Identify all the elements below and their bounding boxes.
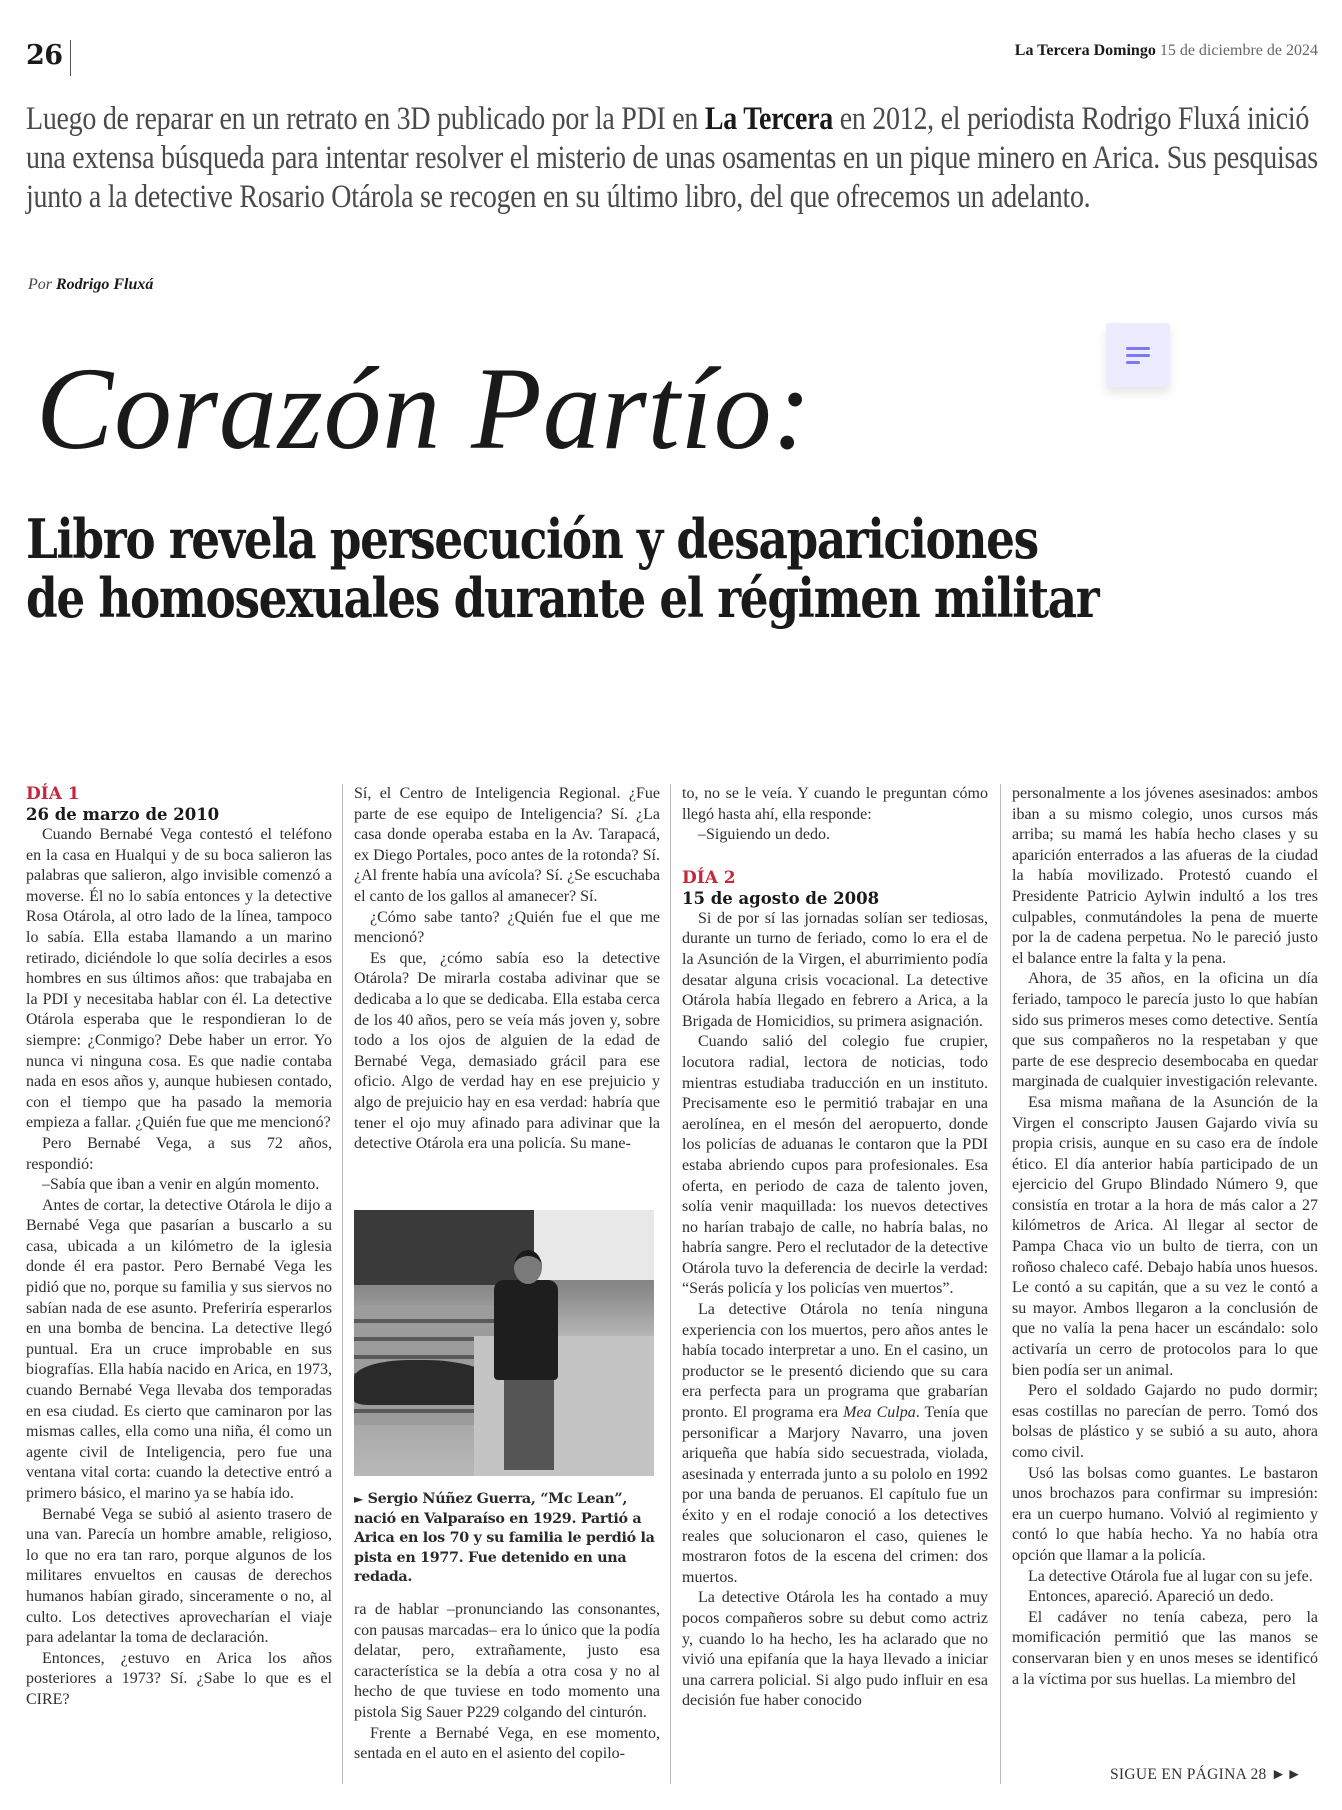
paragraph: ¿Cómo sabe tanto? ¿Quién fue el que me mencionó?	[354, 908, 660, 947]
page-number: 26	[26, 40, 63, 71]
byline	[28, 276, 153, 294]
day-1-label: DÍA 1	[26, 784, 80, 804]
photo-person-body	[494, 1280, 558, 1380]
program-title: Mea Culpa	[843, 1404, 916, 1422]
paragraph: –Siguiendo un dedo.	[698, 826, 830, 844]
article-column-1	[26, 784, 332, 1711]
paragraph: Si de por sí las jornadas solían ser tediosas, durante un turno de feriado, como lo era el de la Asunción de la Virgen, el aburrimiento podía desatar alguna crisis vocacional. La detective Otárola había llegado en febrero a Arica, a la Brigada de Homicidios, su primera asignación.	[682, 909, 988, 1030]
paragraph: Cuando Bernabé Vega contestó el teléfono en la casa en Hualqui y de su boca salieron las palabras que salieron, algo invisible comenzó a moverse. Él no lo sabía entonces y la detective Rosa Otárola, al otro lado de la línea, tampoco lo sabía. Ella estaba llamando a un marino retirado, diciéndole lo que solía decirles a esos hombres en sus últimos años: que trabajaba en la PDI y necesitaba hablar con él. La detective Otárola esperaba que le respondieran lo de siempre: ¿Conmigo? Debe haber un error. Yo nunca vi ninguna cosa. Es que nadie contaba nada en esos años y, aunque hubiesen contado, con el tiempo que ha pasado la memoria empieza a fallar. ¿Quién fue que me mencionó?	[26, 826, 332, 1132]
paragraph-text: La detective Otárola no tenía ninguna experiencia con los muertos, pero años antes le había tocado interpretar a uno. En el casino, un productor se le presentó diciendo que su cara era perfecta para un programa que grabarían pronto. El programa era	[682, 1301, 988, 1422]
paragraph-text: . Tenía que personificar a Marjory Navarro, una joven ariqueña que había sido secuestrada, violada, asesinada y enterrada junto a su pololo en 1992 por una banda de peruanos. El capítulo fue un éxito y en el rodaje conoció a los detectives reales que solucionaron el caso, quienes le mostraron fotos de la escena del crimen: dos muertos.	[682, 1404, 989, 1586]
paragraph: El cadáver no tenía cabeza, pero la momificación permitió que las manos se conservaran bien y en unos meses se identificó a la víctima por sus huellas. La miembro del	[1012, 1608, 1318, 1688]
paragraph: Sí, el Centro de Inteligencia Regional. ¿Fue parte de ese equipo de Inteligencia? Sí. ¿La casa donde operaba estaba en la Av. Tarapacá, ex Diego Portales, poco antes de la rotonda? Sí. ¿Al frente había una avícola? Sí. ¿Se escuchaba el canto de los gallos al amanecer? Sí.	[354, 785, 660, 905]
paragraph: La detective Otárola les ha contado a muy pocos compañeros sobre su debut como actriz y, cuando lo ha hecho, les ha aclarado que no vivió una epifanía que la haya llevado a iniciar una carrera policial. Si algo pudo influir en esa decisión fue haber conocido	[682, 1589, 988, 1710]
paragraph: Pero Bernabé Vega, a sus 72 años, respondió:	[26, 1134, 332, 1173]
menu-lines-icon	[1126, 347, 1150, 350]
continued-on-page-link[interactable]: SIGUE EN PÁGINA 28 ►►	[1110, 1766, 1302, 1783]
lede-text-2: en 2012, el periodista Rodrigo Fluxá inició una extensa búsqueda para intentar resolver el misterio de unas osamentas en un pique minero en Arica. Sus pesquisas junto a la detective Rosario Otárola se recogen en su último libro, del que ofrecemos un adelanto.	[26, 101, 1318, 215]
article-column-3	[682, 784, 988, 1712]
caption-arrow-icon: ►	[354, 1492, 363, 1506]
subtitle-line-1: Libro revela persecución y desapariciones	[26, 507, 1038, 571]
paragraph: to, no se le veía. Y cuando le preguntan cómo llegó hasta ahí, ella responde:	[682, 785, 988, 823]
lede	[26, 100, 1320, 217]
article-column-2	[354, 784, 660, 1155]
photo-trees	[354, 1210, 534, 1285]
day-2-label: DÍA 2	[682, 867, 736, 888]
article-title: Corazón Partío:	[36, 343, 813, 474]
photo-person-head	[514, 1250, 542, 1284]
page-number-divider	[70, 40, 71, 76]
paragraph: Pero el soldado Gajardo no pudo dormir; esas costillas no parecían de perro. Tomó dos bolsas de plástico y se subió a su auto, ahora como civil.	[1012, 1382, 1318, 1461]
masthead	[1015, 42, 1318, 60]
publication-date: 15 de diciembre de 2024	[1159, 42, 1318, 59]
publication-name: La Tercera Domingo	[1014, 42, 1156, 59]
paragraph: Usó las bolsas como guantes. Le bastaron unos brochazos para confirmar su impresión: era un cuerpo humano. Volvió al regimiento y contó lo que había hecho. Ya no había otra opción que llamar a la policía.	[1012, 1464, 1318, 1564]
menu-lines-icon-line	[1126, 354, 1150, 357]
caption-text: Sergio Núñez Guerra, “Mc Lean”, nació en Valparaíso en 1929. Partió a Arica en los 70 y su familia le perdió la pista en 1977. Fue detenido en una redada.	[354, 1491, 655, 1585]
article-column-4	[1012, 784, 1318, 1690]
photo-caption	[354, 1490, 660, 1588]
paragraph: personalmente a los jóvenes asesinados: ambos iban a su mismo colegio, unos cursos más arriba; su mamá les había hecho clases y su aparición enterrados a las afueras de la ciudad la había movilizado. Protestó cuando el Presidente Patricio Aylwin indultó a los tres culpables, conmutándoles la pena de muerte por la de cadena perpetua. No le pareció justo el balance entre la falta y la pena.	[1012, 785, 1318, 967]
paragraph: Ahora, de 35 años, en la oficina un día feriado, tampoco le parecía justo lo que habían sido sus primeros meses como detective. Sentía que sus compañeros no la respetaban y que parte de ese desprecio desembocaba en quedar marginada de cualquier investigación relevante.	[1012, 970, 1318, 1091]
paragraph: Frente a Bernabé Vega, en ese momento, sentada en el auto en el asiento del copilo-	[354, 1724, 660, 1763]
paragraph: Bernabé Vega se subió al asiento trasero de una van. Parecía un hombre amable, religioso, lo que no era tan raro, porque algunos de los militares envueltos en causas de derechos humanos habían girado, sinceramente o no, al culto. Los detectives aprovecharían el viaje para adelantar la toma de declaración.	[26, 1505, 332, 1647]
column-divider	[670, 784, 671, 1784]
menu-lines-icon-line	[1126, 361, 1140, 364]
paragraph: Entonces, ¿estuvo en Arica los años posteriores a 1973? Sí. ¿Sabe lo que es el CIRE?	[26, 1649, 332, 1708]
photo-person-legs	[504, 1375, 554, 1470]
lede-text-1: Luego de reparar en un retrato en 3D publicado por la PDI en	[26, 101, 705, 137]
paragraph: –Sabía que iban a venir en algún momento.	[42, 1176, 320, 1194]
paragraph	[682, 1300, 988, 1588]
column-divider	[342, 784, 343, 1784]
paragraph: La detective Otárola fue al lugar con su jefe.	[1028, 1567, 1313, 1585]
paragraph: Es que, ¿cómo sabía eso la detective Otárola? De mirarla costaba adivinar que se dedicaba a lo que se dedicaba. Ella estaba cerca de los 40 años, pero se veía más joven y, sobre todo a los ojos de alguien de la edad de Bernabé Vega, demasiado grácil para ese oficio. Algo de verdad hay en ese prejuicio y algo de prejuicio hay en esa verdad: habría que tener el ojo muy afinado para adivinar que la detective Otárola era una policía. Su mane-	[354, 949, 660, 1153]
paragraph: Antes de cortar, la detective Otárola le dijo a Bernabé Vega que pasarían a buscarlo a su casa, ubicada a un kilómetro de la iglesia donde él era pastor. Pero Bernabé Vega les pidió que no, porque su familia y sus siervos no sabían nada de ese asunto. Preferiría esperarlos en una bomba de bencina. La detective llegó puntual. Era un cruce improbable en sus biografías. Ella había nacido en Arica, en 1973, cuando Bernabé Vega llevaba dos temporadas en esa ciudad. Es cierto que caminaron por las mismas calles, ella como una niña, él como un agente civil de Inteligencia, pero fue una ventana vital corta: cuando la detective entró a primero básico, el marino ya se había ido.	[26, 1196, 332, 1502]
article-column-2-continued	[354, 1600, 660, 1765]
paragraph: ra de hablar –pronunciando las consonantes, con pausas marcadas– era lo único que la podía delatar, pero, extrañamente, justo esa característica se la debía a otra cosa y no al hecho de que tuviese en todo momento una pistola Sig Sauer P229 colgando del cinturón.	[354, 1601, 660, 1721]
paragraph: Cuando salió del colegio fue crupier, locutora radial, lectora de noticias, todo mientras estudiaba traducción en un instituto. Precisamente eso le permitió trabajar en una aerolínea, en el mesón del aeropuerto, donde los policías de aduanas le contaron que la PDI estaba abriendo cupos para profesionales. Esa oferta, en periodo de caza de talento joven, solía venir maquillada: los nuevos detectives no harían trabajo de calle, no habría balas, no habría sangre. Pero el reclutador de la detective Otárola tuvo la deferencia de decirle la verdad: “Serás policía y los policías ven muertos”.	[682, 1033, 988, 1298]
byline-author: Rodrigo Fluxá	[56, 276, 154, 293]
byline-prefix: Por	[28, 276, 52, 293]
menu-button[interactable]	[1106, 323, 1170, 387]
photo-bushes	[354, 1360, 494, 1405]
article-photo	[354, 1210, 654, 1476]
article-subtitle	[26, 507, 1099, 630]
column-divider	[1000, 784, 1001, 1784]
lede-brand: La Tercera	[704, 101, 833, 137]
paragraph: Esa misma mañana de la Asunción de la Virgen el conscripto Jausen Gajardo vivía su propia crisis, aunque en su caso era de índole ético. El día anterior había participado de un ejercicio del Grupo Blindado Número 9, que consistía en trotar a la hora de más calor a 27 kilómetros de Arica. Al llegar al sector de Pampa Chaca vio un bulto de tierra, con un roñoso chaleco café. Debajo había unos huesos. Le contó a su capitán, que a su vez le contó a su mayor. Ambos llegaron a la conclusión de que no valía la pena hacer un escándalo: solo activaría un cerro de protocolos para lo que bien podía ser un animal.	[1012, 1093, 1318, 1379]
paragraph: Entonces, apareció. Apareció un dedo.	[1028, 1588, 1274, 1606]
subtitle-line-2: de homosexuales durante el régimen militar	[26, 566, 1099, 630]
day-1-date: 26 de marzo de 2010	[26, 805, 220, 824]
day-2-date: 15 de agosto de 2008	[682, 888, 880, 908]
